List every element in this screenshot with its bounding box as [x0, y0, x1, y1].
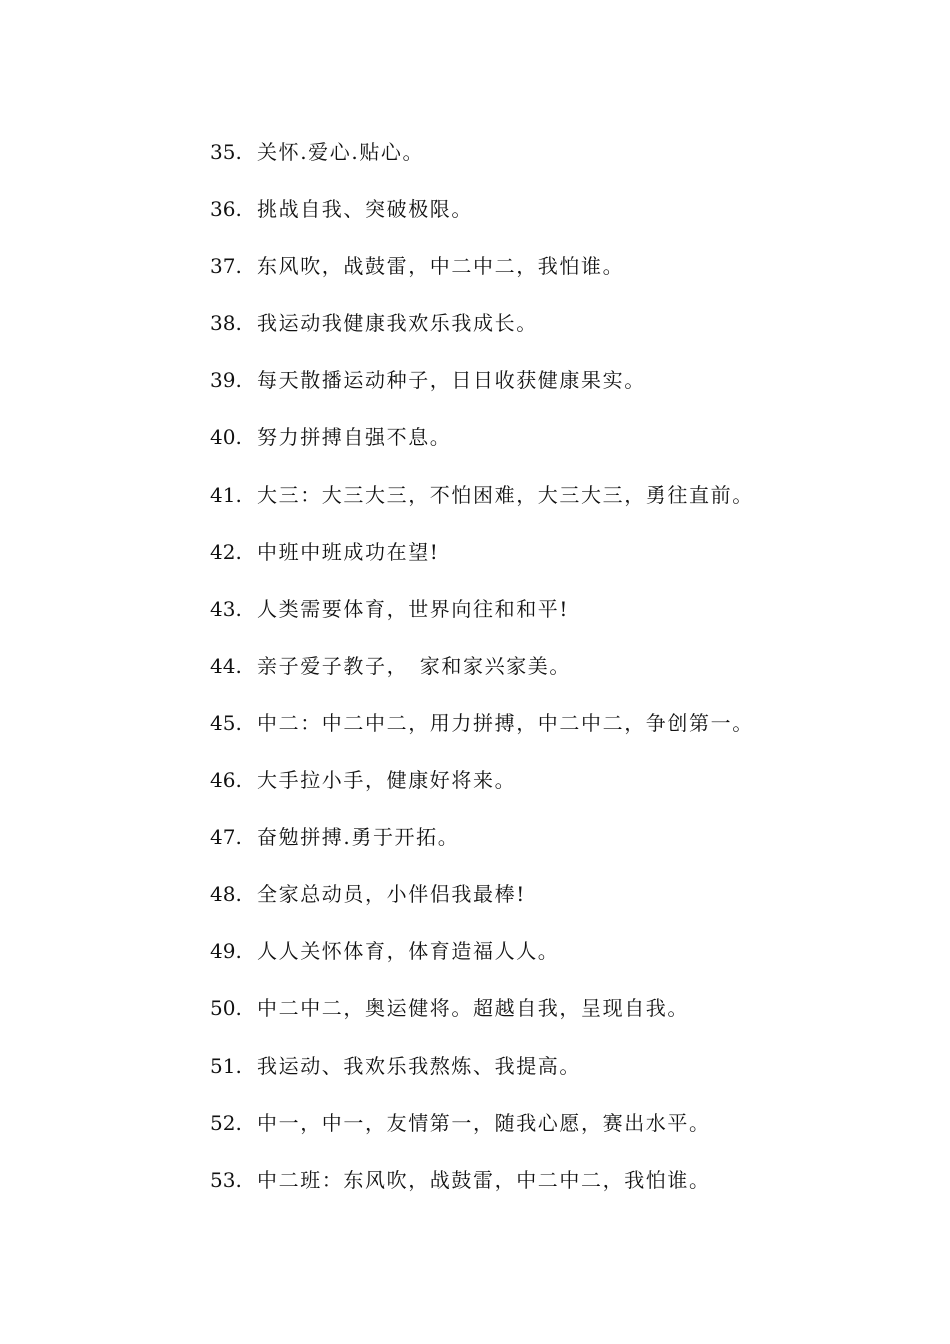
- item-number: 37.: [210, 254, 242, 279]
- item-text: 我运动我健康我欢乐我成长。: [257, 311, 538, 336]
- item-text: 每天散播运动种子，日日收获健康果实。: [257, 368, 646, 393]
- item-number: 47.: [210, 825, 242, 850]
- list-item: [210, 761, 910, 818]
- item-number: 52.: [210, 1110, 242, 1135]
- item-number: 44.: [210, 653, 242, 678]
- list-item: [210, 590, 910, 647]
- list-item: [210, 818, 910, 875]
- slogan-list: [210, 133, 910, 1218]
- item-number: 42.: [210, 539, 242, 564]
- item-text: 中二中二，奥运健将。超越自我，呈现自我。: [257, 996, 689, 1021]
- item-text: 中二：中二中二，用力拼搏，中二中二，争创第一。: [257, 710, 754, 735]
- item-text: 全家总动员，小伴侣我最棒!: [257, 882, 526, 907]
- item-number: 36.: [210, 197, 242, 222]
- item-text: 人类需要体育，世界向往和和平!: [257, 596, 570, 621]
- item-number: 49.: [210, 939, 242, 964]
- list-item: [210, 133, 910, 190]
- item-text: 中二班：东风吹，战鼓雷，中二中二，我怕谁。: [257, 1167, 711, 1192]
- item-number: 41.: [210, 482, 242, 507]
- item-number: 38.: [210, 311, 242, 336]
- item-text: 挑战自我、突破极限。: [257, 197, 473, 222]
- list-item: [210, 704, 910, 761]
- list-item: [210, 476, 910, 533]
- item-number: 46.: [210, 768, 242, 793]
- list-item: [210, 190, 910, 247]
- list-item: [210, 932, 910, 989]
- list-item: [210, 647, 910, 704]
- item-text: 人人关怀体育，体育造福人人。: [257, 939, 560, 964]
- item-text: 亲子爱子教子， 家和家兴家美。: [257, 653, 571, 678]
- item-text: 努力拼搏自强不息。: [257, 425, 452, 450]
- list-item: [210, 1161, 910, 1218]
- item-text: 东风吹，战鼓雷，中二中二，我怕谁。: [257, 254, 625, 279]
- item-number: 50.: [210, 996, 242, 1021]
- list-item: [210, 989, 910, 1046]
- item-text: 中班中班成功在望!: [257, 539, 440, 564]
- item-text: 大手拉小手，健康好将来。: [257, 768, 517, 793]
- item-text: 关怀.爱心.贴心。: [257, 140, 425, 164]
- item-number: 45.: [210, 710, 242, 735]
- item-number: 39.: [210, 368, 242, 393]
- list-item: [210, 418, 910, 475]
- item-text: 中一，中一，友情第一，随我心愿，赛出水平。: [257, 1110, 711, 1135]
- item-number: 35.: [210, 140, 242, 164]
- list-item: [210, 533, 910, 590]
- list-item: [210, 361, 910, 418]
- list-item: [210, 304, 910, 361]
- item-text: 大三：大三大三，不怕困难，大三大三，勇往直前。: [257, 482, 754, 507]
- item-number: 48.: [210, 882, 242, 907]
- item-text: 奋勉拼搏.勇于开拓。: [257, 825, 460, 850]
- list-item: [210, 875, 910, 932]
- item-number: 40.: [210, 425, 242, 450]
- list-item: [210, 1047, 910, 1104]
- list-item: [210, 1104, 910, 1161]
- list-item: [210, 247, 910, 304]
- item-number: 53.: [210, 1167, 242, 1192]
- item-number: 51.: [210, 1053, 242, 1078]
- item-text: 我运动、我欢乐我熬炼、我提高。: [257, 1053, 581, 1078]
- item-number: 43.: [210, 596, 242, 621]
